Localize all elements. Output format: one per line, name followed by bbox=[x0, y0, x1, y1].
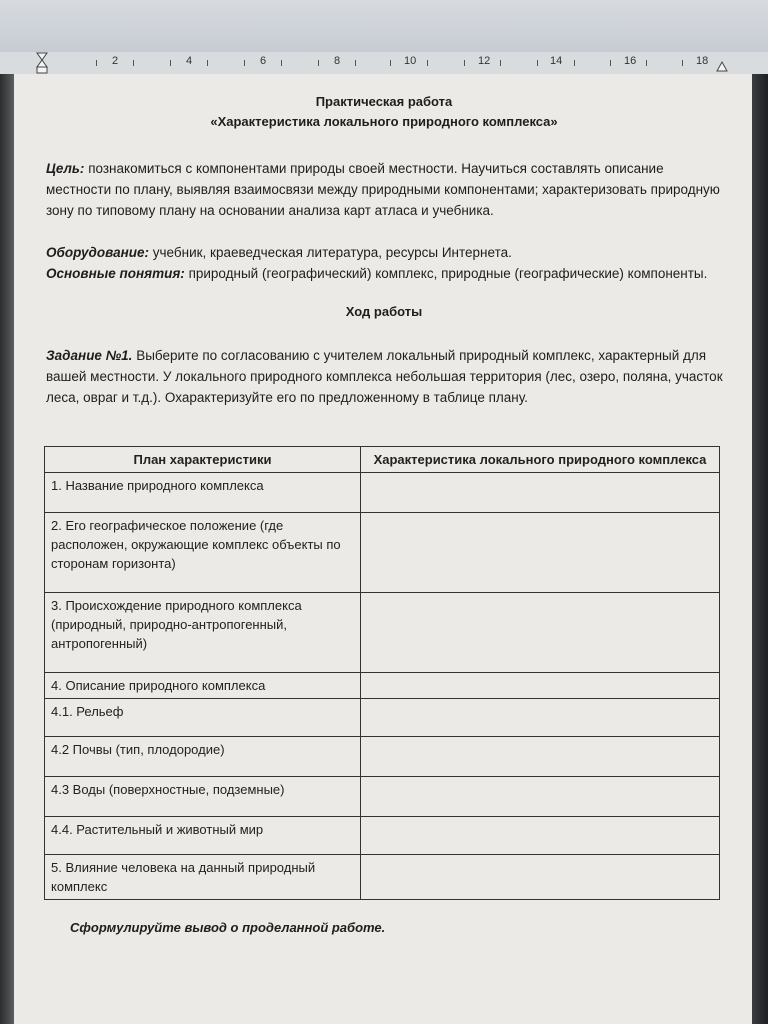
table-cell-plan: 4.4. Растительный и животный мир bbox=[45, 817, 361, 855]
table-cell-value[interactable] bbox=[361, 513, 720, 593]
table-row bbox=[45, 593, 720, 673]
ruler-tick bbox=[318, 60, 319, 66]
ruler-tick bbox=[207, 60, 208, 66]
table-row bbox=[45, 513, 720, 593]
table-cell-value[interactable] bbox=[361, 699, 720, 737]
table-header-characteristic: Характеристика локального природного комплекса bbox=[361, 447, 720, 473]
conclusion-text: Сформулируйте вывод о проделанной работе. bbox=[70, 920, 386, 935]
screen-edge-left bbox=[0, 74, 14, 1024]
progress-heading: Ход работы bbox=[345, 304, 423, 319]
table-header-row bbox=[45, 447, 720, 473]
table-cell-value[interactable] bbox=[361, 673, 720, 699]
concepts-label: Основные понятия: bbox=[46, 266, 185, 281]
ruler-tick bbox=[390, 60, 391, 66]
ruler-tick bbox=[610, 60, 611, 66]
ruler-tick bbox=[170, 60, 171, 66]
table-cell-plan: 4.2 Почвы (тип, плодородие) bbox=[45, 737, 361, 777]
table-cell-value[interactable] bbox=[361, 777, 720, 817]
table-cell-plan: 4.3 Воды (поверхностные, подземные) bbox=[45, 777, 361, 817]
ruler-number: 4 bbox=[186, 55, 193, 67]
document-subtitle: «Характеристика локального природного комплекса» bbox=[210, 114, 558, 129]
table-cell-plan: 2. Его географическое положение (где расположен, окружающие комплекс объекты по сторонам горизонта) bbox=[45, 513, 361, 593]
ruler-number: 12 bbox=[478, 55, 491, 67]
screen-edge-right bbox=[752, 74, 768, 1024]
table-cell-value[interactable] bbox=[361, 593, 720, 673]
table-row bbox=[45, 737, 720, 777]
ruler-tick bbox=[500, 60, 501, 66]
ruler-tick bbox=[244, 60, 245, 66]
ruler-tick bbox=[537, 60, 538, 66]
table-cell-value[interactable] bbox=[361, 855, 720, 900]
ruler-number: 6 bbox=[260, 55, 267, 67]
table-cell-value[interactable] bbox=[361, 473, 720, 513]
ruler-tick bbox=[574, 60, 575, 66]
ruler-number: 14 bbox=[550, 55, 563, 67]
ruler-number: 16 bbox=[624, 55, 637, 67]
goal-text: познакомиться с компонентами природы своей местности. Научиться составлять описание местности по плану, выявляя взаимосвязи между природными компонентами; характеризовать природную зону по типовому плану на основании анализа карт атласа и учебника. bbox=[46, 161, 720, 218]
equipment-label: Оборудование: bbox=[46, 245, 149, 260]
ruler-tick bbox=[133, 60, 134, 66]
table-cell-value[interactable] bbox=[361, 737, 720, 777]
equipment-paragraph bbox=[46, 242, 726, 263]
table-row bbox=[45, 817, 720, 855]
table-row bbox=[45, 699, 720, 737]
equipment-text: учебник, краеведческая литература, ресурсы Интернета. bbox=[152, 245, 512, 260]
goal-paragraph bbox=[46, 158, 726, 221]
goal-label: Цель: bbox=[46, 161, 85, 176]
table-header-plan: План характеристики bbox=[45, 447, 361, 473]
ruler-number: 10 bbox=[404, 55, 417, 67]
task-label: Задание №1. bbox=[46, 348, 133, 363]
concepts-text: природный (географический) комплекс, природные (географические) компоненты. bbox=[188, 266, 708, 281]
left-indent-marker-icon[interactable] bbox=[36, 52, 48, 74]
table-row bbox=[45, 473, 720, 513]
ruler-number: 18 bbox=[696, 55, 709, 67]
ruler-tick bbox=[355, 60, 356, 66]
right-indent-marker-icon[interactable] bbox=[716, 58, 728, 72]
ruler-number: 8 bbox=[334, 55, 341, 67]
table-cell-plan: 4.1. Рельеф bbox=[45, 699, 361, 737]
ruler-tick bbox=[427, 60, 428, 66]
ruler-tick bbox=[464, 60, 465, 66]
table-cell-plan: 4. Описание природного комплекса bbox=[45, 673, 361, 699]
table-cell-plan: 5. Влияние человека на данный природный комплекс bbox=[45, 855, 361, 900]
monitor-bezel bbox=[0, 0, 768, 52]
table-row bbox=[45, 777, 720, 817]
plan-table bbox=[44, 446, 720, 900]
ruler-tick bbox=[96, 60, 97, 66]
task-paragraph bbox=[46, 345, 726, 408]
horizontal-ruler[interactable] bbox=[0, 52, 768, 75]
task-text: Выберите по согласованию с учителем локальный природный комплекс, характерный для вашей местности. У локального природного комплекса небольшая территория (лес, озеро, поляна, участок леса, овраг и т.д.). Охарактеризуйте его по предложенному в таблице плану. bbox=[46, 348, 723, 405]
table-row bbox=[45, 855, 720, 900]
concepts-paragraph bbox=[46, 263, 726, 284]
ruler-tick bbox=[281, 60, 282, 66]
ruler-number: 2 bbox=[112, 55, 119, 67]
table-cell-value[interactable] bbox=[361, 817, 720, 855]
document-title: Практическая работа bbox=[315, 94, 453, 109]
table-cell-plan: 3. Происхождение природного комплекса (природный, природно-антропогенный, антропогенный) bbox=[45, 593, 361, 673]
ruler-tick bbox=[682, 60, 683, 66]
table-row bbox=[45, 673, 720, 699]
ruler-tick bbox=[646, 60, 647, 66]
table-cell-plan: 1. Название природного комплекса bbox=[45, 473, 361, 513]
